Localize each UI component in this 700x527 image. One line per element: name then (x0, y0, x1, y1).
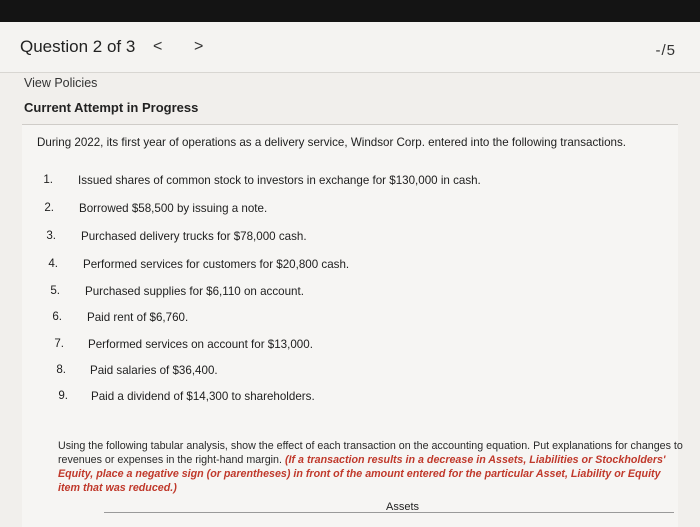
transaction-number: 4. (48, 257, 58, 270)
score: -/5 (655, 42, 676, 59)
transaction-text: Performed services on account for $13,000. (88, 338, 313, 351)
view-policies-link[interactable]: View Policies (24, 76, 98, 90)
transaction-text: Purchased delivery trucks for $78,000 cash. (81, 230, 307, 243)
transaction-text: Issued shares of common stock to investors in exchange for $130,000 in cash. (78, 174, 481, 187)
question-title: Question 2 of 3 (20, 37, 136, 56)
assets-column-header: Assets (386, 501, 420, 513)
transaction-number: 9. (58, 389, 68, 402)
transaction-text: Paid salaries of $36,400. (90, 364, 218, 377)
attempt-status: Current Attempt in Progress (24, 100, 199, 115)
transaction-text: Borrowed $58,500 by issuing a note. (79, 202, 268, 215)
previous-question-icon[interactable]: < (153, 38, 163, 55)
transaction-number: 1. (43, 173, 53, 186)
transaction-text: Purchased supplies for $6,110 on account. (85, 285, 304, 298)
top-bar (0, 0, 700, 22)
instructions-emphasis: (If a transaction results in a decrease in Assets, Liabilities or Stockholders' Equity, place a negative sign (or parentheses) in front of the amount entered for the particular Asset, Liability or Equity item that was reduced.) (58, 454, 666, 494)
transaction-text: Paid a dividend of $14,300 to shareholders. (91, 390, 315, 403)
transaction-number: 2. (44, 201, 54, 214)
instructions (58, 439, 684, 495)
transaction-text: Paid rent of $6,760. (87, 311, 189, 324)
problem-intro: During 2022, its first year of operations as a delivery service, Windsor Corp. entered into the following transactions. (37, 136, 626, 149)
transaction-number: 5. (50, 284, 60, 297)
transaction-number: 7. (54, 337, 64, 350)
question-header (0, 22, 700, 73)
transaction-number: 6. (52, 310, 62, 323)
transaction-text: Performed services for customers for $20,800 cash. (83, 258, 350, 271)
transaction-number: 3. (46, 229, 56, 242)
instructions-text: Using the following tabular analysis, show the effect of each transaction on the accounting equation. Put explanations for changes to revenues or expenses in the right-hand margin. (58, 440, 683, 466)
next-question-icon[interactable]: > (194, 38, 204, 55)
transaction-number: 8. (56, 363, 66, 376)
